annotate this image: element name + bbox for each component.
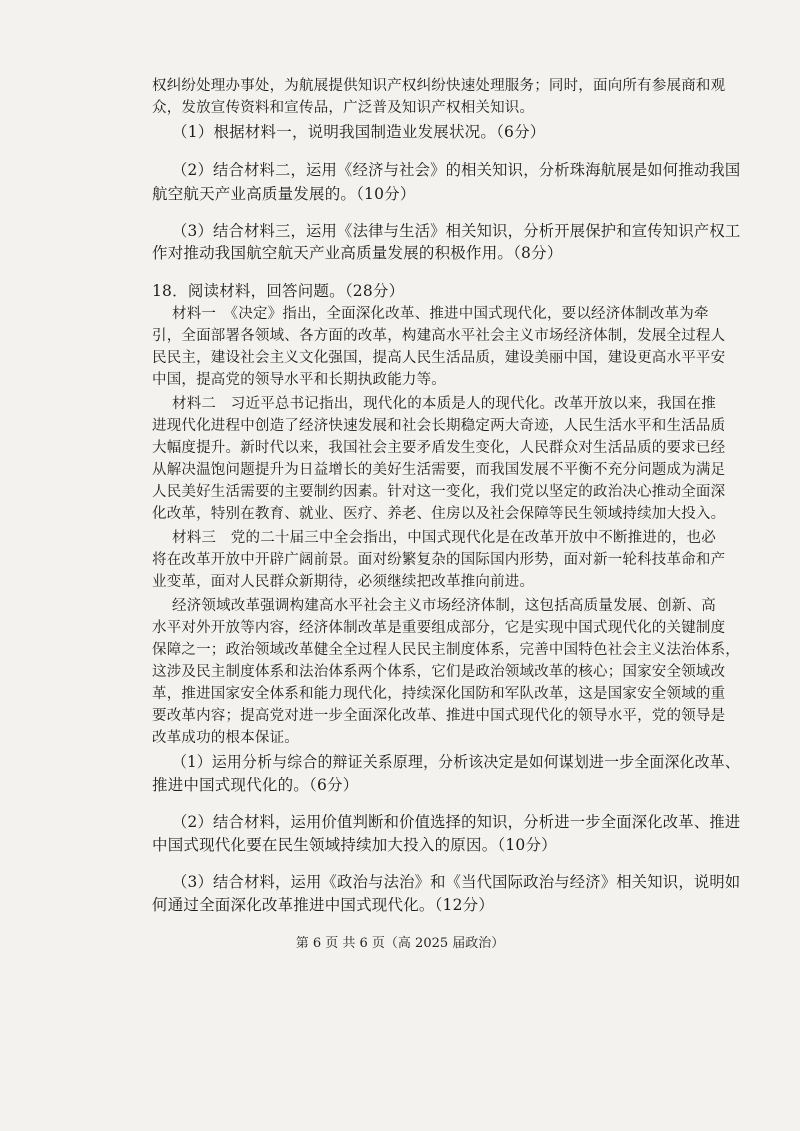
q18-sub2-line-1: （2）结合材料，运用价值判断和价值选择的知识，分析进一步全面深化改革、推进	[172, 813, 741, 831]
q18-m3b-line: 水平对外开放等内容，经济体制改革是重要组成部分，它是实现中国式现代化的关键制度	[152, 620, 726, 636]
page-footer: 第 6 页 共 6 页（高 2025 届政治）	[295, 936, 505, 951]
q17-sub1: （1）根据材料一，说明我国制造业发展状况。（6分）	[172, 123, 546, 141]
q17-sub2-line-1: （2）结合材料二，运用《经济与社会》的相关知识，分析珠海航展是如何推动我国	[172, 161, 741, 179]
q18-m2-line: 从解决温饱问题提升为日益增长的美好生活需要，而我国发展不平衡不充分问题成为满足	[152, 462, 726, 478]
q18-m3-line: 业变革，面对人民群众新期待，必须继续把改革推向前进。	[152, 574, 535, 590]
q18-m2-line: 进现代化进程中创造了经济快速发展和社会长期稳定两大奇迹，人民生活水平和生活品质	[152, 418, 726, 434]
q18-m3b-line: 经济领域改革强调构建高水平社会主义市场经济体制，这包括高质量发展、创新、高	[172, 598, 716, 614]
q18-m2-line: 大幅度提升。新时代以来，我国社会主要矛盾发生变化，人民群众对生活品质的要求已经	[152, 440, 726, 456]
q18-m2-line: 人民美好生活需要的主要制约因素。针对这一变化，我们党以坚定的政治决心推动全面深	[152, 484, 726, 500]
q18-m3b-line: 要改革内容；提高党对进一步全面深化改革、推进中国式现代化的领导水平，党的领导是	[152, 708, 726, 724]
q18-heading: 18．阅读材料，回答问题。（28分）	[152, 282, 405, 300]
q18-m3b-line: 改革成功的根本保证。	[152, 730, 299, 746]
q18-m3-line: 将在改革开放中开辟广阔前景。面对纷繁复杂的国际国内形势，面对新一轮科技革命和产	[152, 552, 726, 568]
carryover-line-2: 众，发放宣传资料和宣传品，广泛普及知识产权相关知识。	[152, 100, 535, 116]
q18-m2-line: 材料二 习近平总书记指出，现代化的本质是人的现代化。改革开放以来，我国在推	[172, 396, 716, 412]
q17-sub3-line-1: （3）结合材料三，运用《法律与生活》相关知识，分析开展保护和宣传知识产权工	[172, 222, 741, 240]
q18-sub1-line-1: （1）运用分析与综合的辩证关系原理，分析该决定是如何谋划进一步全面深化改革、	[172, 753, 740, 771]
q18-m2-line: 化改革，特别在教育、就业、医疗、养老、住房以及社会保障等民生领域持续加大投入。	[152, 506, 726, 522]
q17-sub3-line-2: 作对推动我国航空航天产业高质量发展的积极作用。（8分）	[152, 244, 563, 262]
q18-sub3-line-2: 何通过全面深化改革推进中国式现代化。（12分）	[152, 896, 495, 914]
q18-m1-line: 中国，提高党的领导水平和长期执政能力等。	[152, 372, 446, 388]
q18-m1-line: 材料一 《决定》指出，全面深化改革、推进中国式现代化，要以经济体制改革为牵	[172, 306, 709, 322]
q18-sub3-line-1: （3）结合材料，运用《政治与法治》和《当代国际政治与经济》相关知识，说明如	[172, 873, 741, 891]
q18-m1-line: 民民主，建设社会主义文化强国，提高人民生活品质，建设美丽中国，建设更高水平平安	[152, 350, 726, 366]
q18-m3b-line: 这涉及民主制度体系和法治体系两个体系，它们是政治领域改革的核心；国家安全领域改	[152, 664, 726, 680]
q17-sub2-line-2: 航空航天产业高质量发展的。（10分）	[152, 185, 416, 203]
carryover-line-1: 权纠纷处理办事处，为航展提供知识产权纠纷快速处理服务；同时，面向所有参展商和观	[152, 78, 726, 94]
q18-m3b-line: 革，推进国家安全体系和能力现代化，持续深化国防和军队改革，这是国家安全领域的重	[152, 686, 726, 702]
q18-sub1-line-2: 推进中国式现代化的。（6分）	[152, 776, 359, 794]
q18-m3b-line: 保障之一；政治领域改革健全全过程人民民主制度体系，完善中国特色社会主义法治体系，	[152, 642, 740, 658]
q18-sub2-line-2: 中国式现代化要在民生领域持续加大投入的原因。（10分）	[152, 836, 557, 854]
q18-m3-line: 材料三 党的二十届三中全会指出，中国式现代化是在改革开放中不断推进的，也必	[172, 530, 716, 546]
q18-m1-line: 引，全面部署各领域、各方面的改革，构建高水平社会主义市场经济体制，发展全过程人	[152, 328, 726, 344]
